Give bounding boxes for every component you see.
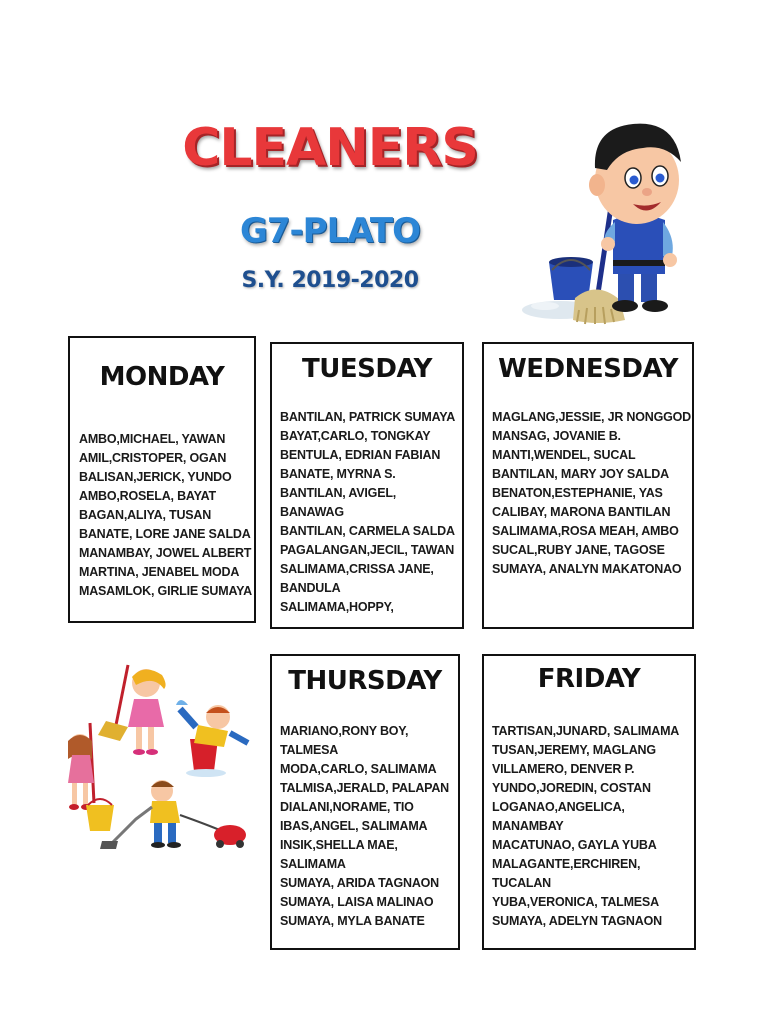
- list-item: SUMAYA, ANALYN MAKATONAO: [492, 562, 682, 576]
- list-item: SUMAYA, ADELYN TAGNAON: [492, 914, 662, 928]
- day-heading-monday: MONDAY: [99, 362, 225, 392]
- list-item: TALMESA: [280, 743, 339, 757]
- list-item: AMBO,ROSELA, BAYAT: [79, 489, 216, 503]
- list-item: MANTI,WENDEL, SUCAL: [492, 448, 636, 462]
- list-item: AMIL,CRISTOPER, OGAN: [79, 451, 227, 465]
- list-item: YUBA,VERONICA, TALMESA: [492, 895, 659, 909]
- boy-with-mop-illustration: [515, 110, 705, 330]
- friday-name-list: [492, 722, 679, 931]
- thursday-name-list: [280, 722, 449, 931]
- list-item: MANSAG, JOVANIE B.: [492, 429, 621, 443]
- list-item: SALIMAMA,ROSA MEAH, AMBO: [492, 524, 679, 538]
- list-item: SALIMAMA: [280, 857, 346, 871]
- list-item: TARTISAN,JUNARD, SALIMAMA: [492, 724, 680, 738]
- section-name: G7-PLATO: [239, 211, 421, 251]
- list-item: VILLAMERO, DENVER P.: [492, 762, 635, 776]
- list-item: SALIMAMA,CRISSA JANE,: [280, 562, 434, 576]
- kids-cleaning-illustration: [58, 655, 258, 855]
- list-item: BAGAN,ALIYA, TUSAN: [79, 508, 212, 522]
- page-title: CLEANERS: [182, 118, 478, 178]
- wednesday-name-list: [492, 408, 691, 579]
- list-item: IBAS,ANGEL, SALIMAMA: [280, 819, 428, 833]
- list-item: DIALANI,NORAME, TIO: [280, 800, 414, 814]
- list-item: MACATUNAO, GAYLA YUBA: [492, 838, 657, 852]
- day-heading-tuesday: TUESDAY: [302, 354, 432, 384]
- list-item: SALIMAMA,HOPPY,: [280, 600, 394, 614]
- monday-name-list: [79, 430, 252, 601]
- friday-card: [482, 654, 696, 950]
- list-item: SUMAYA, ARIDA TAGNAON: [280, 876, 440, 890]
- list-item: BANATE, MYRNA S.: [280, 467, 396, 481]
- list-item: MANAMBAY: [492, 819, 564, 833]
- list-item: BAYAT,CARLO, TONGKAY: [280, 429, 431, 443]
- list-item: MARIANO,RONY BOY,: [280, 724, 409, 738]
- list-item: TUSAN,JEREMY, MAGLANG: [492, 743, 656, 757]
- list-item: AMBO,MICHAEL, YAWAN: [79, 432, 226, 446]
- list-item: TUCALAN: [492, 876, 552, 890]
- list-item: SUMAYA, LAISA MALINAO: [280, 895, 434, 909]
- list-item: BANTILAN, AVIGEL,: [280, 486, 397, 500]
- list-item: MARTINA, JENABEL MODA: [79, 565, 240, 579]
- list-item: MANAMBAY, JOWEL ALBERT: [79, 546, 252, 560]
- list-item: MAGLANG,JESSIE, JR NONGGOD: [492, 410, 691, 424]
- list-item: MASAMLOK, GIRLIE SUMAYA: [79, 584, 252, 598]
- wednesday-card: [482, 342, 694, 629]
- day-heading-friday: FRIDAY: [537, 664, 641, 694]
- monday-card: [68, 336, 256, 623]
- list-item: MODA,CARLO, SALIMAMA: [280, 762, 437, 776]
- list-item: TALMISA,JERALD, PALAPAN: [280, 781, 450, 795]
- list-item: CALIBAY, MARONA BANTILAN: [492, 505, 671, 519]
- day-heading-wednesday: WEDNESDAY: [498, 354, 678, 384]
- list-item: BANATE, LORE JANE SALDA: [79, 527, 251, 541]
- list-item: LOGANAO,ANGELICA,: [492, 800, 625, 814]
- list-item: BENTULA, EDRIAN FABIAN: [280, 448, 441, 462]
- list-item: BANTILAN, MARY JOY SALDA: [492, 467, 669, 481]
- tuesday-name-list: [280, 408, 455, 617]
- list-item: SUMAYA, MYLA BANATE: [280, 914, 425, 928]
- list-item: MALAGANTE,ERCHIREN,: [492, 857, 641, 871]
- list-item: BANTILAN, PATRICK SUMAYA: [280, 410, 456, 424]
- list-item: BENATON,ESTEPHANIE, YAS: [492, 486, 663, 500]
- list-item: PAGALANGAN,JECIL, TAWAN: [280, 543, 455, 557]
- list-item: YUNDO,JOREDIN, COSTAN: [492, 781, 651, 795]
- list-item: BANDULA: [280, 581, 341, 595]
- thursday-card: [270, 654, 460, 950]
- school-year: S.Y. 2019-2020: [241, 268, 419, 293]
- list-item: BANTILAN, CARMELA SALDA: [280, 524, 455, 538]
- list-item: INSIK,SHELLA MAE,: [280, 838, 398, 852]
- tuesday-card: [270, 342, 464, 629]
- day-heading-thursday: THURSDAY: [288, 666, 442, 696]
- list-item: BALISAN,JERICK, YUNDO: [79, 470, 232, 484]
- list-item: SUCAL,RUBY JANE, TAGOSE: [492, 543, 665, 557]
- list-item: BANAWAG: [280, 505, 344, 519]
